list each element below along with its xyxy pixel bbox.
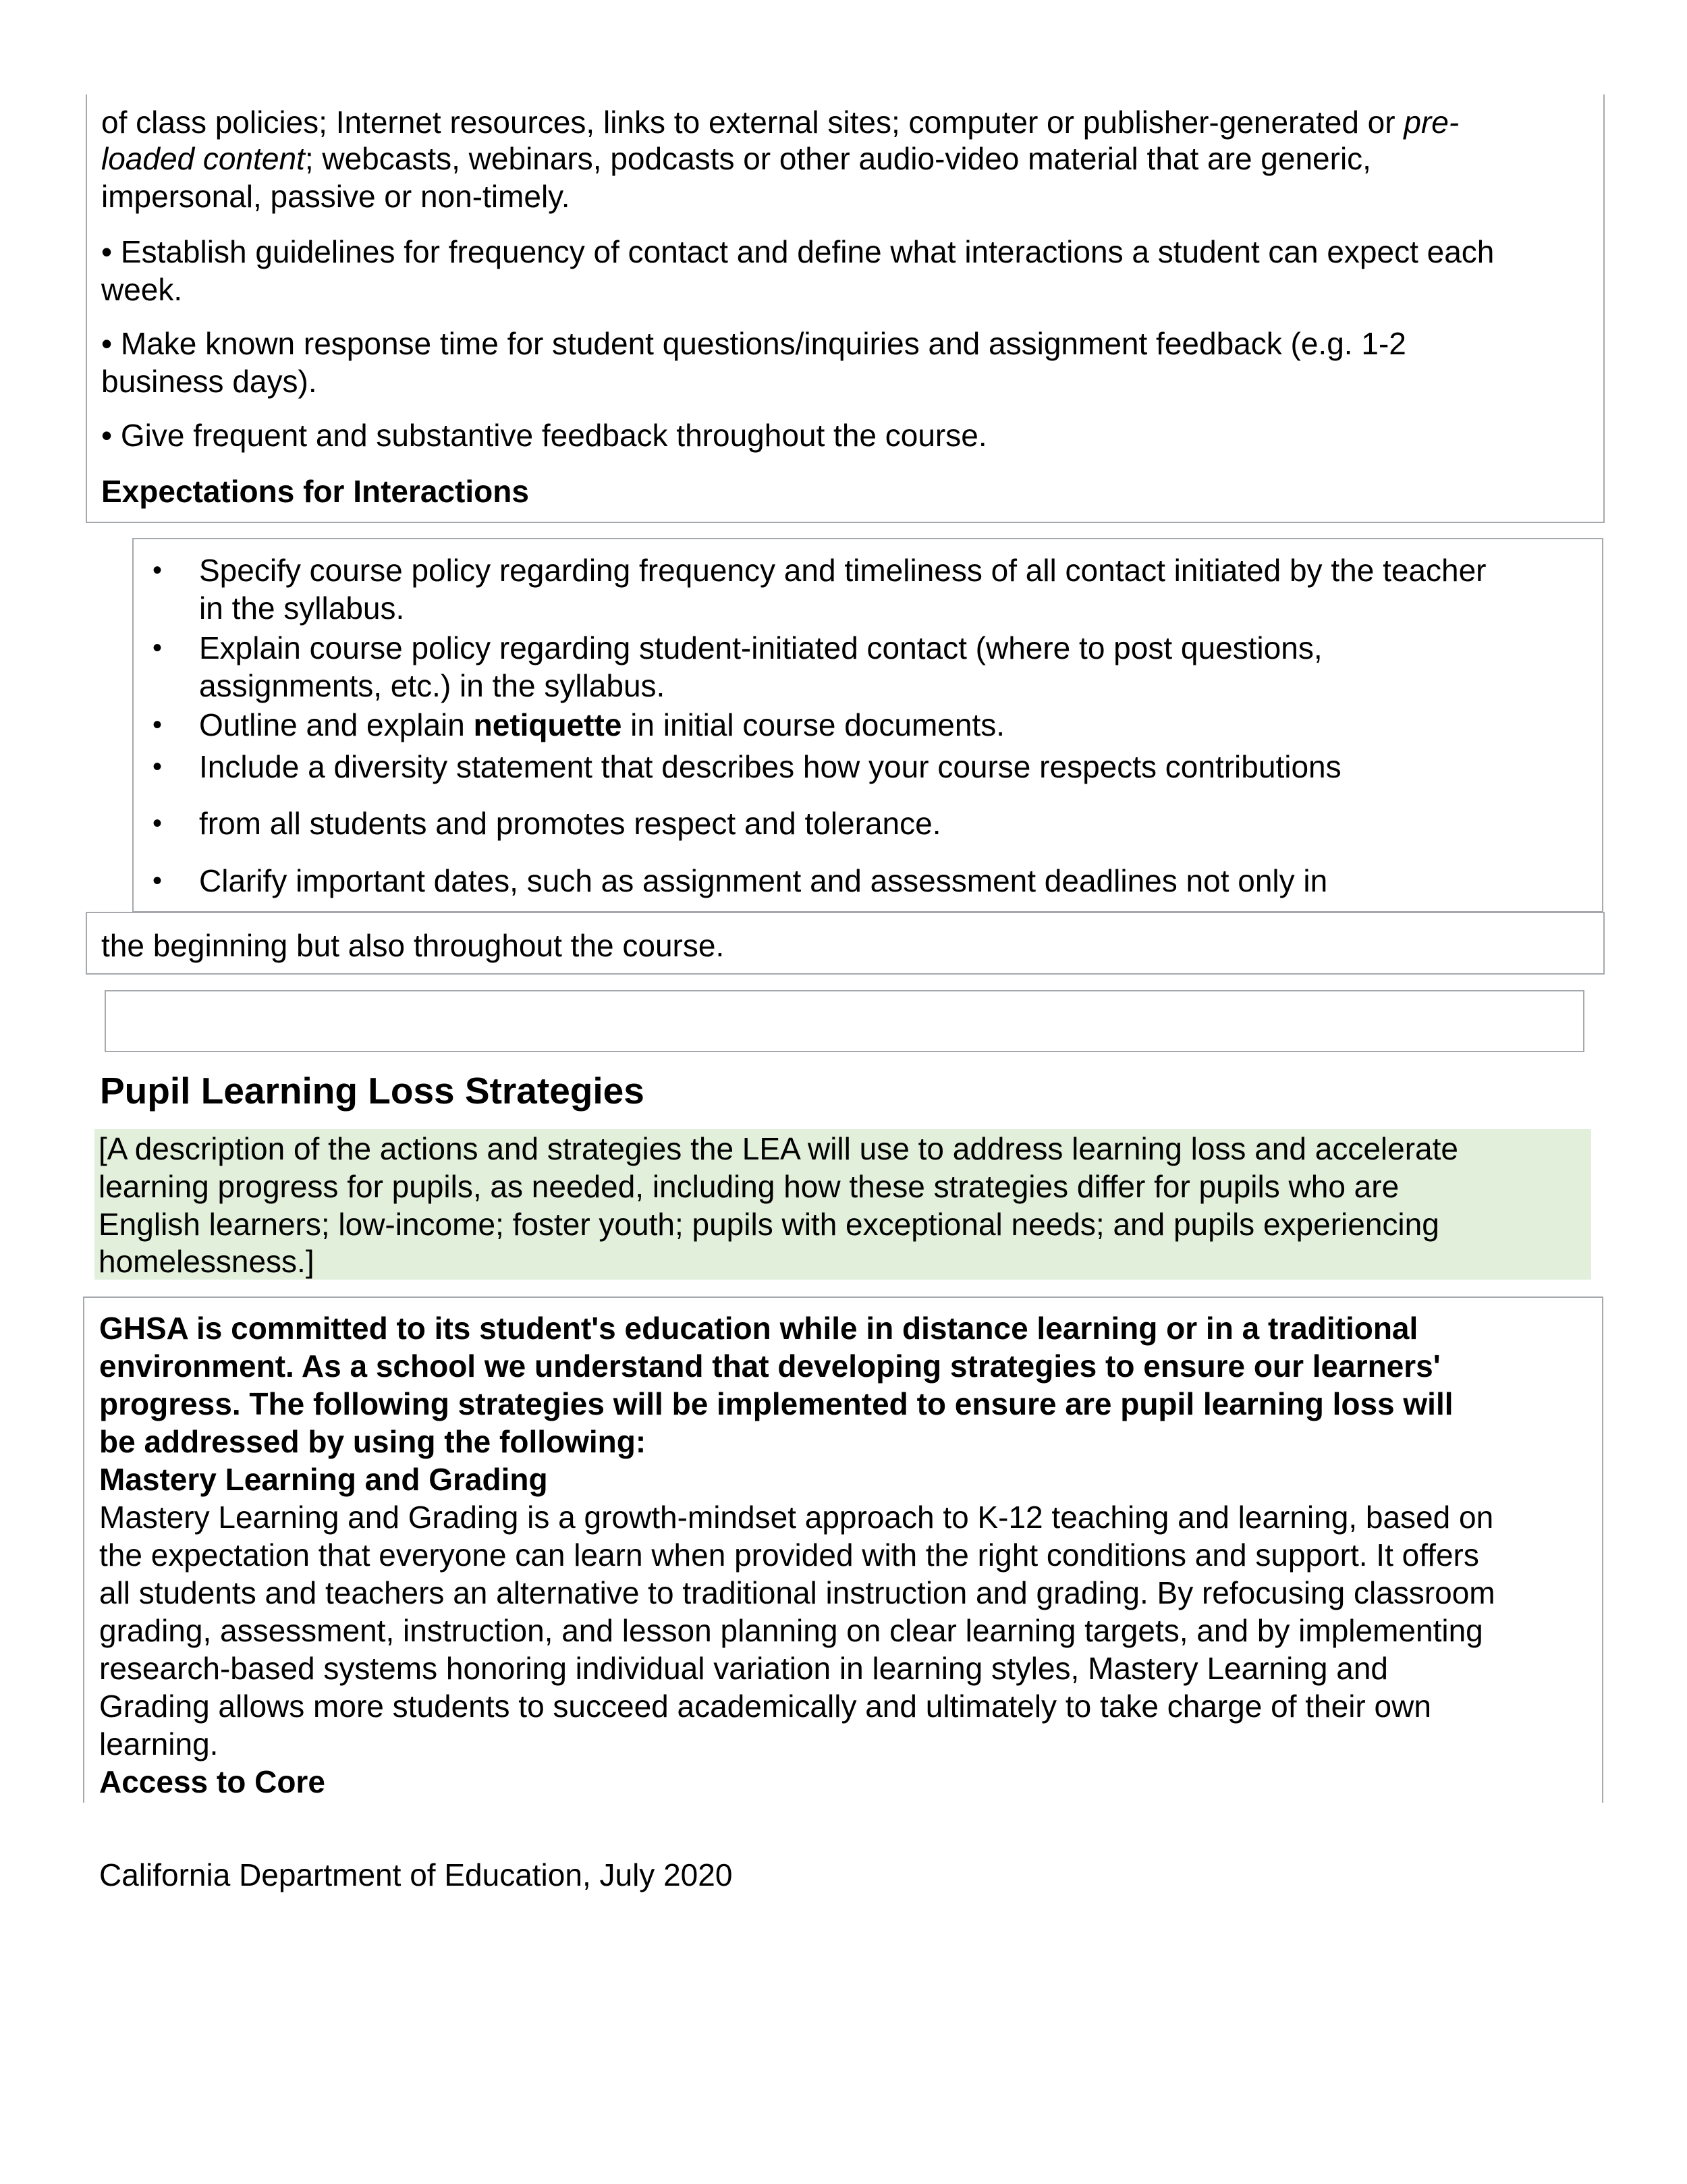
guideline-bullet: • Establish guidelines for frequency of contact and define what interactions a student can expect each [101, 234, 1495, 269]
guideline-bullet-cont: business days). [101, 364, 317, 399]
bullet-icon: • [153, 809, 163, 838]
text: in initial course documents. [621, 707, 1005, 742]
mastery-body: the expectation that everyone can learn when provided with the right conditions and support. It offers [99, 1537, 1479, 1573]
expectations-heading: Expectations for Interactions [101, 474, 529, 509]
interaction-item-cont: in the syllabus. [199, 591, 405, 626]
response-intro: be addressed by using the following: [99, 1424, 646, 1459]
prompt-line: [A description of the actions and strategies the LEA will use to address learning loss and accelerate [99, 1131, 1458, 1166]
bullet-icon: • [153, 710, 163, 740]
interaction-item: from all students and promotes respect and tolerance. [199, 806, 941, 841]
text: ; webcasts, webinars, podcasts or other audio-video material that are generic, [304, 141, 1371, 176]
guideline-bullet-cont: week. [101, 272, 183, 307]
italic-text: loaded content [101, 141, 305, 176]
mastery-body: Grading allows more students to succeed academically and ultimately to take charge of their own [99, 1689, 1431, 1724]
mastery-body: all students and teachers an alternative to traditional instruction and grading. By refocusing classroom [99, 1575, 1495, 1610]
response-intro: progress. The following strategies will be implemented to ensure are pupil learning loss will [99, 1386, 1454, 1421]
bullet-icon: • [153, 866, 163, 896]
response-intro: environment. As a school we understand that developing strategies to ensure our learners' [99, 1348, 1441, 1384]
bullet-icon: • [153, 555, 163, 585]
guidelines-line [101, 103, 1459, 141]
response-intro: GHSA is committed to its student's education while in distance learning or in a traditional [99, 1311, 1418, 1346]
prompt-line: English learners; low-income; foster youth; pupils with exceptional needs; and pupils experiencing [99, 1207, 1439, 1242]
prompt-line: homelessness.] [99, 1244, 314, 1279]
italic-text: pre- [1404, 105, 1460, 140]
text: Outline and explain [199, 707, 474, 742]
mastery-heading: Mastery Learning and Grading [99, 1462, 548, 1497]
interaction-item-cont: assignments, etc.) in the syllabus. [199, 668, 665, 703]
interaction-item: Clarify important dates, such as assignment and assessment deadlines not only in [199, 863, 1328, 898]
prompt-line: learning progress for pupils, as needed, including how these strategies differ for pupils who are [99, 1169, 1400, 1204]
guideline-bullet: • Make known response time for student questions/inquiries and assignment feedback (e.g. 1-2 [101, 326, 1406, 361]
mastery-body: grading, assessment, instruction, and lesson planning on clear learning targets, and by implementing [99, 1613, 1483, 1648]
mastery-body: learning. [99, 1726, 219, 1762]
access-heading: Access to Core [99, 1764, 325, 1799]
section-title: Pupil Learning Loss Strategies [100, 1070, 644, 1112]
bold-text: netiquette [473, 707, 622, 742]
text: of class policies; Internet resources, links to external sites; computer or publisher-generated or [101, 105, 1404, 140]
interaction-item [199, 706, 1005, 744]
empty-field-box [105, 990, 1584, 1052]
page-footer: California Department of Education, July 2020 [99, 1857, 733, 1892]
interaction-item: Explain course policy regarding student-initiated contact (where to post questions, [199, 630, 1323, 665]
guidelines-line [101, 140, 1371, 178]
interaction-item: Specify course policy regarding frequency and timeliness of all contact initiated by the teacher [199, 553, 1487, 588]
interaction-item: Include a diversity statement that describes how your course respects contributions [199, 749, 1342, 784]
mastery-body: research-based systems honoring individual variation in learning styles, Mastery Learning and [99, 1651, 1389, 1686]
guidelines-line: impersonal, passive or non-timely. [101, 179, 570, 214]
bullet-icon: • [153, 633, 163, 663]
continuation-text: the beginning but also throughout the course. [101, 928, 725, 963]
mastery-body: Mastery Learning and Grading is a growth-mindset approach to K-12 teaching and learning, based on [99, 1500, 1494, 1535]
bullet-icon: • [153, 752, 163, 782]
guideline-bullet: • Give frequent and substantive feedback throughout the course. [101, 418, 987, 453]
